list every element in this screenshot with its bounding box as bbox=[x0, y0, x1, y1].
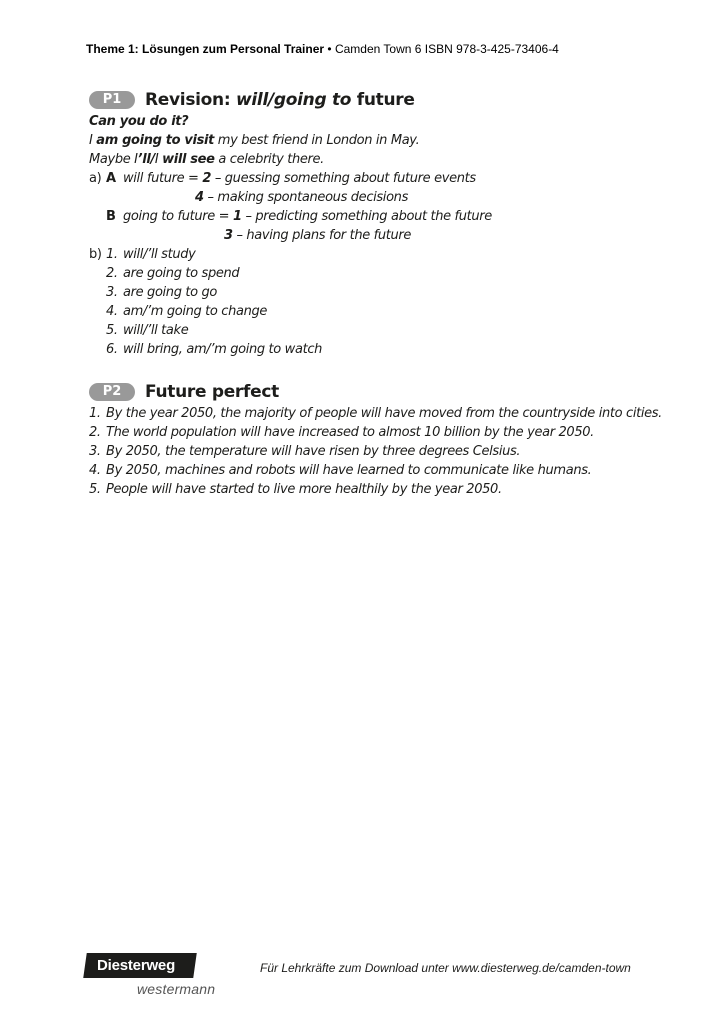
part-b-item: 5. will/’ll take bbox=[106, 323, 189, 338]
page-header bbox=[86, 42, 559, 56]
part-b-item: 2. are going to spend bbox=[106, 266, 240, 281]
part-a-line-3: B going to future = 1 – predicting something about the future bbox=[106, 209, 492, 224]
logo-mark: Diesterweg bbox=[83, 953, 197, 978]
part-b-label: b) bbox=[89, 247, 102, 262]
part-b-item: 4. am/’m going to change bbox=[106, 304, 268, 319]
part-b-item: 3. are going to go bbox=[106, 285, 218, 300]
part-a-letter-A: A bbox=[106, 171, 116, 186]
p2-answer: 4. By 2050, machines and robots will have learned to communicate like humans. bbox=[89, 463, 592, 478]
part-b-item: b) 1. will/’ll study bbox=[89, 247, 196, 262]
part-a-line-4: 3 – having plans for the future bbox=[224, 228, 412, 243]
section-title-p2: Future perfect bbox=[145, 382, 279, 402]
section-badge-p2: P2 bbox=[89, 383, 135, 401]
p2-answer: 3. By 2050, the temperature will have risen by three degrees Celsius. bbox=[89, 444, 521, 459]
section-badge-p1: P1 bbox=[89, 91, 135, 109]
section-p1-heading bbox=[89, 88, 649, 112]
part-a-line-2: 4 – making spontaneous decisions bbox=[195, 190, 408, 205]
part-b-item: 6. will bring, am/’m going to watch bbox=[106, 342, 323, 357]
p2-answer: 2. The world population will have increased to almost 10 billion by the year 2050. bbox=[89, 425, 594, 440]
intro-sentence-2: Maybe I’ll/I will see a celebrity there. bbox=[89, 152, 324, 167]
part-a-letter-B: B bbox=[106, 209, 116, 224]
intro-sentence-1: I am going to visit my best friend in London in May. bbox=[89, 133, 420, 148]
part-a-label: a) bbox=[89, 171, 102, 186]
part-a-line-1: a) A will future = 2 – guessing something about future events bbox=[89, 171, 476, 186]
p2-answer: 1. By the year 2050, the majority of people will have moved from the countryside into cities. bbox=[89, 406, 662, 421]
footer-download-note: Für Lehrkräfte zum Download unter www.diesterweg.de/camden-town bbox=[260, 961, 631, 975]
header-title: Theme 1: Lösungen zum Personal Trainer bbox=[86, 42, 325, 56]
publisher-logo bbox=[85, 953, 215, 997]
worksheet-content bbox=[89, 88, 662, 499]
section-p2-heading bbox=[89, 380, 649, 404]
intro-heading: Can you do it? bbox=[89, 114, 189, 129]
p2-answer: 5. People will have started to live more healthily by the year 2050. bbox=[89, 482, 502, 497]
header-isbn: • Camden Town 6 ISBN 978-3-425-73406-4 bbox=[327, 42, 559, 56]
logo-subtitle: westermann bbox=[137, 981, 216, 997]
section-title-p1: Revision: will/going to future bbox=[145, 90, 415, 110]
